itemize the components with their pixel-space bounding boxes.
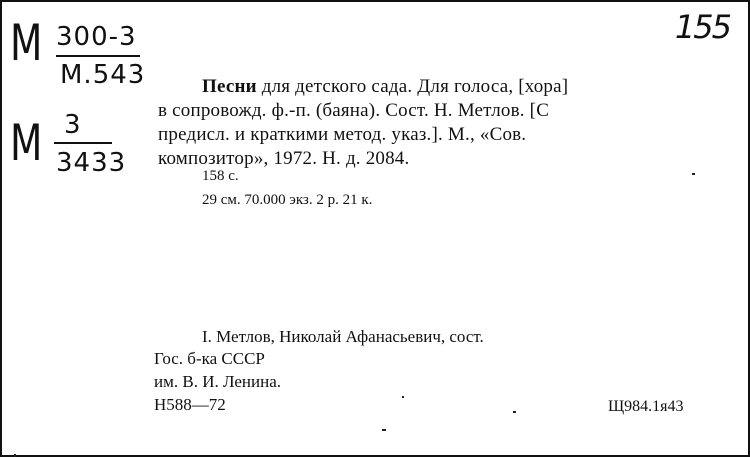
entry-title: Песни bbox=[202, 76, 257, 97]
scan-speck bbox=[402, 396, 404, 398]
tracing-line-1: I. Метлов, Николай Афанасьевич, сост. bbox=[202, 327, 484, 346]
scan-speck bbox=[513, 411, 516, 413]
call-number-numerator-bottom: 3 bbox=[64, 110, 82, 140]
call-number-numerator-top: 300-3 bbox=[56, 22, 137, 52]
corner-number: 155 bbox=[674, 8, 730, 46]
tracing-code: Н588—72 bbox=[154, 395, 226, 414]
entry-line-2: в сопровожд. ф.-п. (баяна). Сост. Н. Метлов. [С bbox=[158, 100, 550, 121]
tracing-line-3: им. В. И. Ленина. bbox=[154, 372, 282, 391]
call-number-letter-top: М bbox=[10, 14, 44, 72]
entry-line-1 bbox=[202, 76, 568, 98]
scan-speck bbox=[692, 173, 695, 175]
entry-pages: 158 с. bbox=[202, 168, 239, 184]
tracing-line-2: Гос. б-ка СССР bbox=[154, 349, 265, 368]
entry-physical: 29 см. 70.000 экз. 2 р. 21 к. bbox=[202, 192, 373, 208]
call-number-divider-bottom bbox=[54, 142, 112, 144]
entry-line-1-rest: для детского сада. Для голоса, [хора] bbox=[261, 76, 569, 97]
call-number-divider-top bbox=[56, 55, 140, 57]
entry-line-4: композитор», 1972. Н. д. 2084. bbox=[158, 148, 410, 169]
scan-speck bbox=[382, 429, 386, 431]
tracing-order-number: Щ984.1я43 bbox=[608, 398, 684, 415]
entry-line-3: предисл. и краткими метод. указ.]. М., «Сов. bbox=[158, 124, 527, 145]
call-number-denominator-top: М.543 bbox=[60, 60, 146, 90]
call-number-letter-bottom: М bbox=[10, 114, 44, 172]
call-number-denominator-bottom: 3433 bbox=[56, 148, 127, 178]
